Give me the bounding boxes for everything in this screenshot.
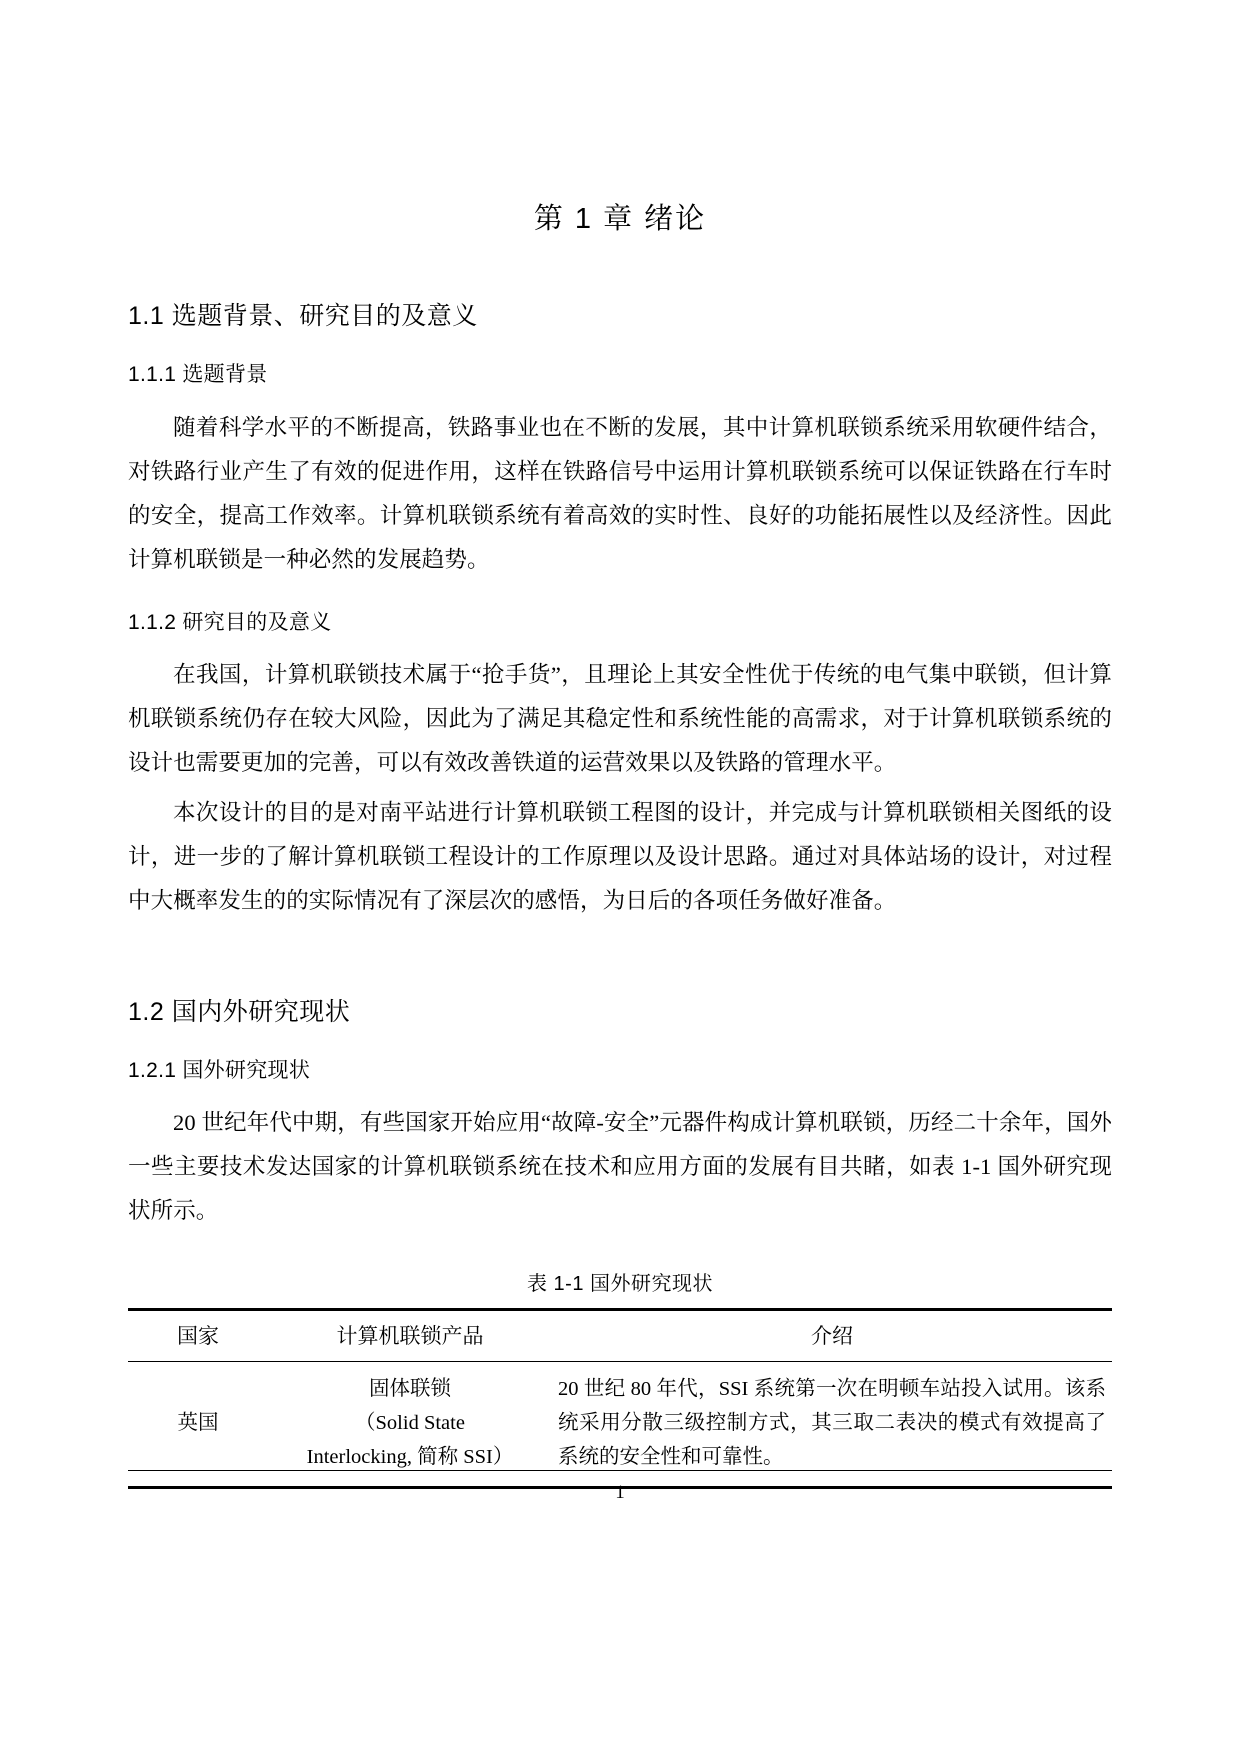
table-caption: 表 1-1 国外研究现状 — [526, 1273, 714, 1296]
table-header-row — [128, 1310, 1112, 1362]
product-line-3: Interlocking, 简称 SSI） — [306, 1446, 514, 1469]
heading-1-1-2: 1.1.2 研究目的及意义 — [128, 610, 332, 634]
paragraph-1-1-1-1: 随着科学水平的不断提高，铁路事业也在不断的发展，其中计算机联锁系统采用软硬件结合，对铁路行业产生了有效的促进作用，这样在铁路信号中运用计算机联锁系统可以保证铁路在行车时的安全，提高工作效率。计算机联锁系统有着高效的实时性、良好的功能拓展性以及经济性。因此计算机联锁是一种必然的发展趋势。 — [128, 414, 1112, 572]
page-number: 1 — [615, 1482, 625, 1503]
table-head — [128, 1310, 1112, 1362]
heading-1-1: 1.1 选题背景、研究目的及意义 — [128, 302, 478, 331]
table-header-product: 计算机联锁产品 — [336, 1324, 484, 1349]
paragraph-1-2-1-1: 20 世纪年代中期，有些国家开始应用“故障-安全”元器件构成计算机联锁，历经二十余年，国外一些主要技术发达国家的计算机联锁系统在技术和应用方面的发展有目共睹，如表 1-1 国外研究现状所示。 — [128, 1110, 1112, 1224]
table-row — [128, 1362, 1112, 1488]
table-header-description: 介绍 — [811, 1324, 853, 1349]
table-header-country: 国家 — [177, 1324, 219, 1349]
footer-divider — [128, 1470, 1112, 1471]
paragraph-1-1-2-2: 本次设计的目的是对南平站进行计算机联锁工程图的设计，并完成与计算机联锁相关图纸的设计，进一步的了解计算机联锁工程设计的工作原理以及设计思路。通过对具体站场的设计，对过程中大概率发生的的实际情况有了深层次的感悟，为日后的各项任务做好准备。 — [128, 799, 1112, 913]
chapter-title: 第 1 章 绪论 — [533, 203, 707, 235]
heading-1-1-1: 1.1.1 选题背景 — [128, 363, 268, 387]
table-cell-country: 英国 — [177, 1412, 219, 1435]
page-footer — [128, 1470, 1112, 1504]
heading-1-2-1: 1.2.1 国外研究现状 — [128, 1058, 311, 1082]
page-content — [128, 0, 1112, 1489]
table-body — [128, 1362, 1112, 1488]
foreign-research-table — [128, 1308, 1112, 1489]
product-line-1: 固体联锁 — [369, 1378, 451, 1401]
product-line-2: （Solid State — [355, 1412, 465, 1435]
table-cell-product — [268, 1362, 552, 1488]
paragraph-1-1-2-1: 在我国，计算机联锁技术属于“抢手货”，且理论上其安全性优于传统的电气集中联锁，但计算机联锁系统仍存在较大风险，因此为了满足其稳定性和系统性能的高需求，对于计算机联锁系统的设计也需要更加的完善，可以有效改善铁道的运营效果以及铁路的管理水平。 — [128, 661, 1112, 775]
heading-1-2: 1.2 国内外研究现状 — [128, 997, 351, 1026]
table-cell-description: 20 世纪 80 年代，SSI 系统第一次在明顿车站投入试用。该系统采用分散三级控制方式，其三取二表决的模式有效提高了系统的安全性和可靠性。 — [558, 1378, 1106, 1469]
